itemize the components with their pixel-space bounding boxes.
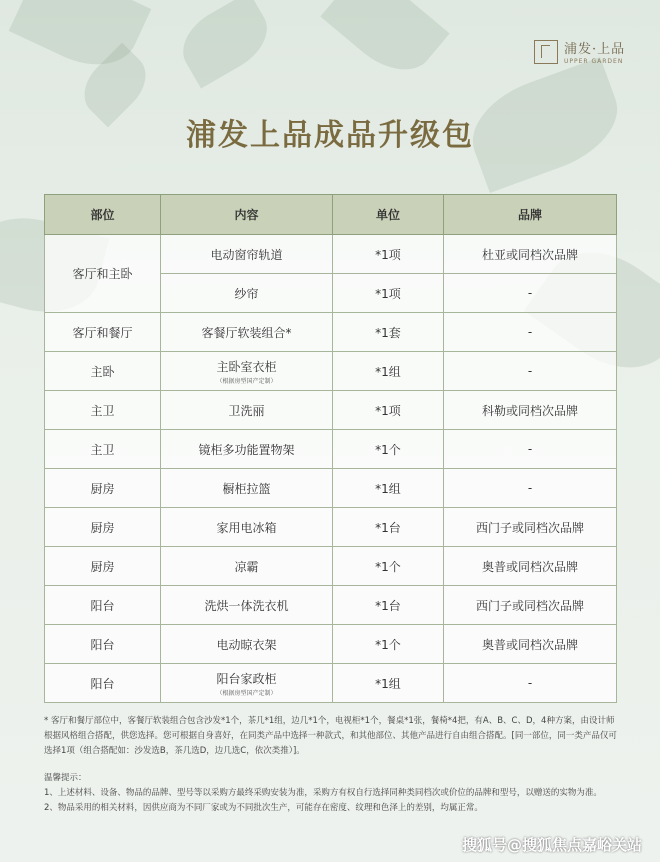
table-row bbox=[45, 508, 617, 547]
cell-content: 阳台家政柜 bbox=[216, 671, 277, 686]
source-watermark: 搜狐号@搜狐焦点嘉峪关站 bbox=[462, 836, 643, 854]
cell-content-with-note bbox=[161, 352, 333, 391]
tips-title: 温馨提示： bbox=[44, 773, 87, 783]
cell-brand: 西门子或同档次品牌 bbox=[444, 586, 617, 625]
cell-content-note: （根据房型国产定制） bbox=[216, 689, 277, 697]
star-note: * 客厅和餐厅部位中，客餐厅软装组合包含沙发*1个，茶几*1组，边几*1个，电视柜*1个，餐桌*1张，餐椅*4把，有A、B、C、D，4种方案，由设计师根据风格组合搭配，供您选择。您可根据自身喜好，在同类产品中选择一种款式，和其他部位、其他产品进行自由组合搭配。[同一部位，同一类产品仅可选择1项（组合搭配如：沙发选B，茶几选D，边几选C，依次类推）]。 bbox=[44, 716, 617, 756]
cell-content: 卫洗丽 bbox=[161, 391, 333, 430]
cell-unit: *1项 bbox=[333, 274, 444, 313]
table-row bbox=[45, 664, 617, 703]
cell-brand: 奥普或同档次品牌 bbox=[444, 547, 617, 586]
table-row bbox=[45, 235, 617, 274]
cell-location: 主卫 bbox=[45, 430, 161, 469]
upgrade-package-table bbox=[44, 194, 617, 703]
cell-location: 客厅和主卧 bbox=[45, 235, 161, 313]
cell-brand: - bbox=[444, 430, 617, 469]
cell-unit: *1组 bbox=[333, 352, 444, 391]
cell-location: 厨房 bbox=[45, 469, 161, 508]
cell-content: 电动窗帘轨道 bbox=[161, 235, 333, 274]
cell-content: 橱柜拉篮 bbox=[161, 469, 333, 508]
cell-brand: 杜亚或同档次品牌 bbox=[444, 235, 617, 274]
footnotes bbox=[44, 714, 620, 816]
cell-unit: *1组 bbox=[333, 469, 444, 508]
logo-english-name: UPPER GARDEN bbox=[564, 58, 624, 65]
table-header-row bbox=[45, 195, 617, 235]
table-row bbox=[45, 430, 617, 469]
cell-unit: *1台 bbox=[333, 586, 444, 625]
cell-content-note: （根据房型国产定制） bbox=[216, 377, 277, 385]
cell-location: 厨房 bbox=[45, 508, 161, 547]
cell-content-with-note bbox=[161, 664, 333, 703]
table-row bbox=[45, 391, 617, 430]
cell-content: 洗烘一体洗衣机 bbox=[161, 586, 333, 625]
cell-location: 阳台 bbox=[45, 625, 161, 664]
cell-unit: *1台 bbox=[333, 508, 444, 547]
logo-mark-icon bbox=[534, 40, 558, 64]
page-title: 浦发上品成品升级包 bbox=[186, 118, 474, 153]
cell-content: 客餐厅软装组合* bbox=[161, 313, 333, 352]
cell-location: 阳台 bbox=[45, 586, 161, 625]
logo-chinese-name: 浦发·上品 bbox=[564, 42, 626, 57]
cell-brand: - bbox=[444, 469, 617, 508]
table-row bbox=[45, 352, 617, 391]
cell-brand: 西门子或同档次品牌 bbox=[444, 508, 617, 547]
cell-location: 主卫 bbox=[45, 391, 161, 430]
cell-brand: - bbox=[444, 664, 617, 703]
cell-location: 客厅和餐厅 bbox=[45, 313, 161, 352]
cell-brand: - bbox=[444, 313, 617, 352]
brand-logo bbox=[534, 38, 625, 65]
cell-location: 厨房 bbox=[45, 547, 161, 586]
header-location: 部位 bbox=[45, 195, 161, 235]
cell-unit: *1项 bbox=[333, 391, 444, 430]
header-unit: 单位 bbox=[333, 195, 444, 235]
cell-content: 镜柜多功能置物架 bbox=[161, 430, 333, 469]
cell-content: 主卧室衣柜 bbox=[216, 359, 277, 374]
header-content: 内容 bbox=[161, 195, 333, 235]
cell-content: 电动晾衣架 bbox=[161, 625, 333, 664]
table-row bbox=[45, 313, 617, 352]
table-row bbox=[45, 586, 617, 625]
cell-content: 纱帘 bbox=[161, 274, 333, 313]
table-row bbox=[45, 469, 617, 508]
cell-unit: *1个 bbox=[333, 547, 444, 586]
table-row bbox=[45, 625, 617, 664]
cell-unit: *1个 bbox=[333, 625, 444, 664]
cell-content: 家用电冰箱 bbox=[161, 508, 333, 547]
cell-brand: - bbox=[444, 274, 617, 313]
cell-unit: *1项 bbox=[333, 235, 444, 274]
header-brand: 品牌 bbox=[444, 195, 617, 235]
cell-brand: - bbox=[444, 352, 617, 391]
cell-unit: *1组 bbox=[333, 664, 444, 703]
cell-unit: *1个 bbox=[333, 430, 444, 469]
cell-location: 阳台 bbox=[45, 664, 161, 703]
cell-brand: 奥普或同档次品牌 bbox=[444, 625, 617, 664]
cell-content: 凉霸 bbox=[161, 547, 333, 586]
tip-item: 1、上述材料、设备、物品的品牌、型号等以采购方最终采购安装为准，采购方有权自行选择同种类同档次或价位的品牌和型号，以赠送的实物为准。 bbox=[44, 788, 602, 798]
tip-item: 2、物品采用的相关材料，因供应商为不同厂家或为不同批次生产，可能存在密度、纹理和色泽上的差别，均属正常。 bbox=[44, 803, 483, 813]
table-row bbox=[45, 547, 617, 586]
cell-brand: 科勒或同档次品牌 bbox=[444, 391, 617, 430]
cell-location: 主卧 bbox=[45, 352, 161, 391]
cell-unit: *1套 bbox=[333, 313, 444, 352]
